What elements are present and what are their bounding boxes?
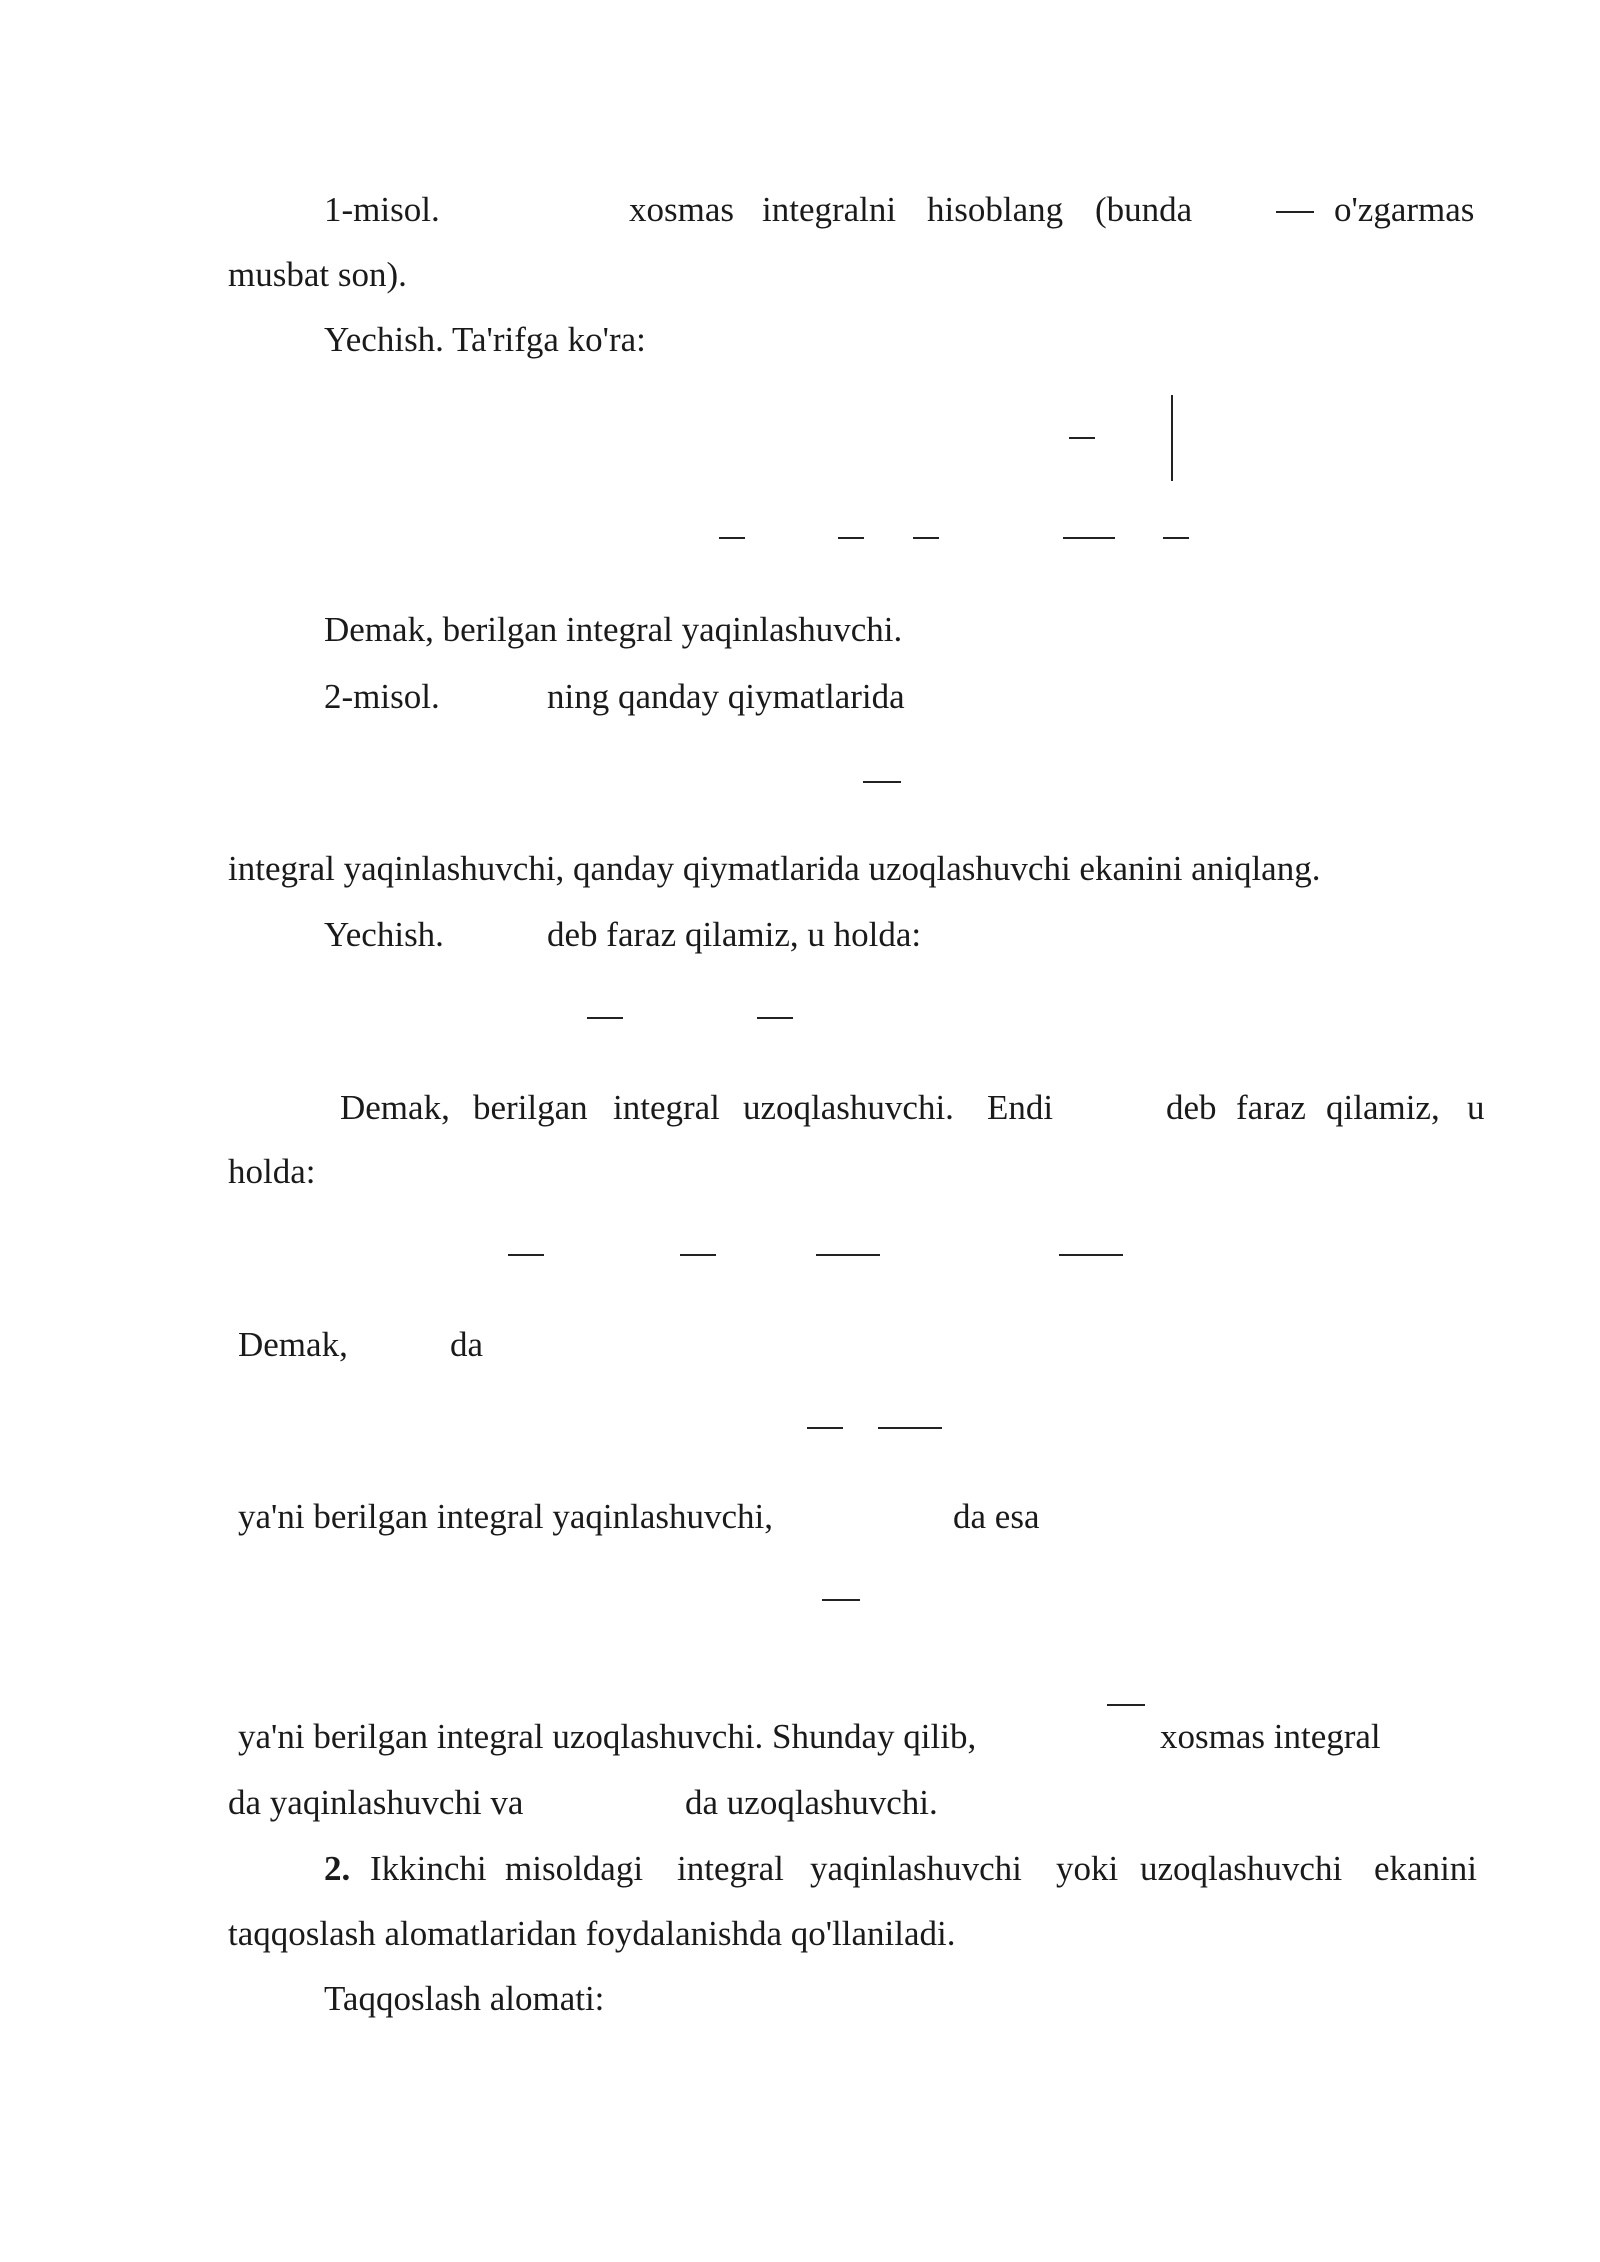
example2-text: Demak, (340, 1088, 450, 1127)
example2-text: qilamiz, (1326, 1088, 1440, 1127)
example1-word: integralni (762, 190, 897, 229)
example2-solution-text: deb faraz qilamiz, u holda: (547, 915, 922, 954)
example1-heading: 1-misol. (324, 190, 440, 229)
example2-text: u (1467, 1088, 1485, 1127)
formula-dash (508, 1254, 544, 1256)
example2-text: integral (613, 1088, 720, 1127)
section2-number: 2. (324, 1849, 351, 1888)
example2-line2: integral yaqinlashuvchi, qanday qiymatlarida uzoqlashuvchi ekanini aniqlang. (228, 849, 1321, 888)
example2-text: da esa (953, 1497, 1040, 1536)
formula-dash (757, 1017, 793, 1019)
example2-text: xosmas integral (1160, 1717, 1381, 1756)
example2-text: Endi (987, 1088, 1054, 1127)
section2-word: uzoqlashuvchi (1140, 1849, 1343, 1888)
example2-solution-label: Yechish. (324, 915, 444, 954)
example2-text: faraz (1236, 1088, 1306, 1127)
formula-dash (1059, 1254, 1123, 1256)
section2-word: Ikkinchi (370, 1849, 487, 1888)
example1-word: xosmas (629, 190, 734, 229)
example1-word: hisoblang (927, 190, 1064, 229)
section2-word: integral (677, 1849, 784, 1888)
example1-line2: musbat son). (228, 255, 407, 294)
example2-text: ya'ni berilgan integral uzoqlashuvchi. Shunday qilib, (238, 1717, 977, 1756)
formula-dash (680, 1254, 716, 1256)
example2-question: ning qanday qiymatlarida (547, 677, 905, 716)
formula-bar (1171, 395, 1173, 481)
example2-text: Demak, (238, 1325, 348, 1364)
example2-text: uzoqlashuvchi. (743, 1088, 954, 1127)
formula-dash (1069, 437, 1095, 439)
example2-text: ya'ni berilgan integral yaqinlashuvchi, (238, 1497, 774, 1536)
example2-text: berilgan (473, 1088, 588, 1127)
formula-dash (863, 781, 901, 783)
example2-text: da yaqinlashuvchi va (228, 1783, 524, 1822)
section2-line2: taqqoslash alomatlaridan foydalanishda qo'llaniladi. (228, 1914, 956, 1953)
section2-word: yaqinlashuvchi (810, 1849, 1022, 1888)
example1-word: o'zgarmas (1334, 190, 1475, 229)
section2-word: misoldagi (505, 1849, 644, 1888)
example1-solution: Yechish. Ta'rifga ko'ra: (324, 320, 646, 359)
formula-dash (1107, 1704, 1145, 1706)
example2-text: da (450, 1325, 484, 1364)
formula-dash (1276, 211, 1314, 213)
formula-dash (1063, 537, 1115, 539)
section2-criterion: Taqqoslash alomati: (324, 1979, 605, 2018)
example2-text: da uzoqlashuvchi. (685, 1783, 938, 1822)
formula-dash (587, 1017, 623, 1019)
formula-dash (822, 1599, 860, 1601)
formula-dash (1163, 537, 1189, 539)
section2-word: ekanini (1374, 1849, 1478, 1888)
formula-dash (838, 537, 864, 539)
formula-dash (816, 1254, 880, 1256)
example1-conclusion: Demak, berilgan integral yaqinlashuvchi. (324, 610, 903, 649)
example1-word: (bunda (1095, 190, 1193, 229)
formula-dash (878, 1427, 942, 1429)
formula-dash (913, 537, 939, 539)
example2-heading: 2-misol. (324, 677, 440, 716)
formula-dash (807, 1427, 843, 1429)
example2-text: holda: (228, 1152, 316, 1191)
formula-dash (719, 537, 745, 539)
example2-text: deb (1166, 1088, 1217, 1127)
section2-word: yoki (1056, 1849, 1119, 1888)
